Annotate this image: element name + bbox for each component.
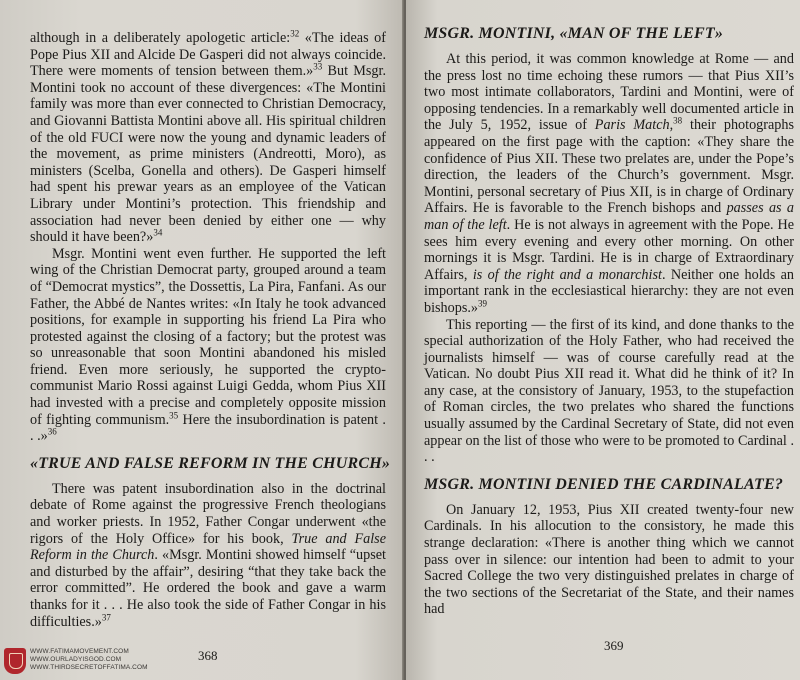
right-body-text xyxy=(424,51,794,466)
page-number-left: 368 xyxy=(198,648,218,663)
footnote-ref: 32 xyxy=(290,28,300,39)
text-run: their photographs appeared on the first page with the caption: «They share the confidence of Pius XII. These two prelates are, under the Pope’s direction, the leaders of the Church’s government. Msgr. Montini, personal secretary of Pius XII, is in charge of Ordinary Affairs. He is favorable to the French bishops and xyxy=(424,117,794,217)
footer-site: WWW.THIRDSECRETOFFATIMA.COM xyxy=(30,664,148,671)
footnote-ref: 38 xyxy=(673,115,683,126)
footer-sites xyxy=(30,648,148,672)
text-run: , xyxy=(669,117,674,134)
text-run: On January 12, 1953, Pius XII created twenty-four new Cardinals. In his allocution to the consistory, he made this strange declaration: «There is another thing which we cannot pass over in silence: our intention had been to admit to your Sacred College the two very distinguished prelates in charge of the two sections of the Secretariat of the State, and their names had xyxy=(424,501,794,618)
text-run: . «Msgr. Montini showed himself “upset and disturbed by the affair”, desiring “that they take back the error committed”. He ordered the book and gave a warm thanks for it . . . He also took the side of Father Congar in his difficulties.» xyxy=(30,547,387,630)
left-body-text xyxy=(30,30,386,445)
italic-text: passes as a man of the left xyxy=(424,200,794,233)
footnote-ref: 39 xyxy=(478,298,487,309)
text-run: although in a deliberately apologetic article: xyxy=(30,30,291,46)
text-run: But Msgr. Montini took no account of these divergences: «The Montini family was more than ever connected to Christian Democracy, and Giovanni Battista Montini above all. His spiritual children of the old FUCI were now the young and dynamic leaders of the movement, as prime ministers (Andreotti, Moro), as ministers (Scelba, Gonella and others). De Gasperi himself had spent his prewar years as an employee of the Vatican Library under Montini’s protection. This friendship and association had never been denied by either one — why should it have been?» xyxy=(30,63,386,246)
text-run: . Neither one holds an important rank in the ecclesiastical hierarchy: they are not even bishops.» xyxy=(424,266,794,316)
text-run: At this period, it was common knowledge at Rome — and the press lost no time echoing these rumors — that Pius XII’s two most intimate collaborators, Tardini and Montini, were of opposing tendencies. In a remarkably well documented article in the July 5, 1952, issue of xyxy=(424,51,794,134)
left-body-text-2 xyxy=(30,481,386,630)
paragraph xyxy=(424,317,794,466)
text-run: «The ideas of Pope Pius XII and Alcide De Gasperi did not always coincide. There were moments of tension between them.» xyxy=(30,30,386,80)
italic-text: is of the right and a monarchist xyxy=(472,266,662,283)
footer-watermark xyxy=(4,648,148,674)
text-run: Msgr. Montini went even further. He supported the left wing of the Christian Democrat party, grouped around a team of “Democrat mystics”, the Dossettis, La Pira, Fanfani. As our Father, the Abbé de Nantes writes: «In Italy he took advanced positions, for example in supporting his friend La Pira who protested against the closing of a factory; but the protest was so unreasonable that soon Montini abandoned his misled friend. Even more seriously, he supported the crypto-communist Mario Rossi against Luigi Gedda, whom Pius XII had invested with a precise and completely opposite mission of fighting communism. xyxy=(30,245,386,428)
footnote-ref: 37 xyxy=(101,611,111,622)
section-heading-denied-cardinalate: MSGR. MONTINI DENIED THE CARDINALATE? xyxy=(424,475,784,493)
footnote-ref: 34 xyxy=(153,227,163,238)
footnote-ref: 35 xyxy=(169,409,179,420)
fatima-logo-icon xyxy=(4,648,26,674)
paragraph xyxy=(424,502,794,618)
paragraph xyxy=(424,51,794,317)
italic-text: Paris Match xyxy=(594,117,670,134)
paragraph xyxy=(30,481,386,630)
paragraph xyxy=(30,246,386,445)
text-run: Here the insubordination is patent . . .» xyxy=(30,411,386,445)
text-run: This reporting — the first of its kind, and done thanks to the special authorization of the Holy Father, who had received the journalists himself — was of course carefully read at the Vatican. No doubt Pius XII read it. What did he think of it? In any case, at the consistory of January, 1953, to the stupefaction of Roman circles, the two prelates who shared the functions usually assumed by the Cardinal Secretary of State, did not even appear on the list of those who were to be promoted to Cardinal . . . xyxy=(424,316,794,466)
right-page xyxy=(406,0,800,680)
footnote-ref: 36 xyxy=(47,426,57,437)
right-body-text-2 xyxy=(424,502,794,618)
page-number-right: 369 xyxy=(604,638,624,653)
section-heading-true-false-reform: «TRUE AND FALSE REFORM IN THE CHURCH» xyxy=(30,454,391,472)
text-run: . He is not always in agreement with the Pope. He sees him every evening and every other morning. On other mornings it is Msgr. Tardini. He is in charge of Extraordinary Affairs, xyxy=(424,216,794,283)
paragraph xyxy=(30,30,386,246)
italic-text: True and False Reform in the Church xyxy=(30,530,386,564)
footer-site: WWW.FATIMAMOVEMENT.COM xyxy=(30,648,129,655)
footnote-ref: 33 xyxy=(313,61,323,72)
footer-site: WWW.OURLADYISGOD.COM xyxy=(30,656,122,663)
text-run: There was patent insubordination also in the doctrinal debate of Rome against the progressive French theologians and worker priests. In 1952, Father Congar underwent «the rigors of the Holy Office» for his book, xyxy=(30,480,386,547)
section-heading-man-of-left: MSGR. MONTINI, «MAN OF THE LEFT» xyxy=(424,25,724,42)
